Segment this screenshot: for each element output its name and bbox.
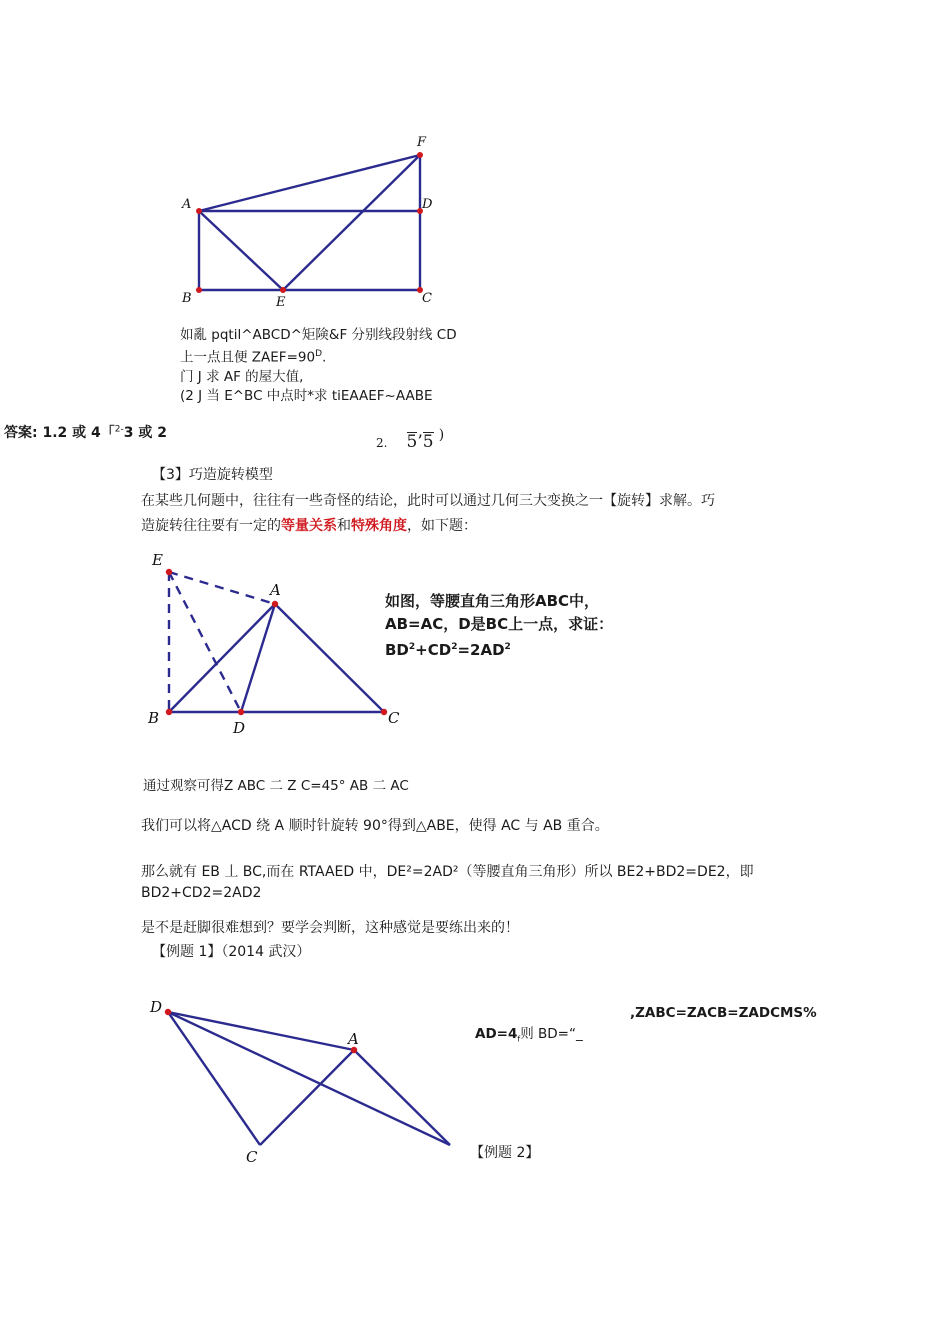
- figure-2-problem: [385, 590, 613, 662]
- answer-extra: 2. 5’5 ): [376, 427, 445, 452]
- example-1-conditions: [475, 1003, 817, 1050]
- point-f: [417, 152, 423, 158]
- answer-line: 答案: 1.2 或 4「$^{2-}$3 或 2: [4, 424, 167, 441]
- point-a: [196, 208, 202, 214]
- special-angle-highlight: 特殊角度: [351, 518, 407, 534]
- point-e: [166, 569, 172, 575]
- label-a: A: [182, 197, 192, 212]
- point-b: [166, 709, 172, 715]
- example-1-figure: [140, 990, 460, 1175]
- figure-2-rotation: [140, 545, 420, 745]
- rotate-line: 我们可以将△ACD 绕 A 顺时针旋转 90°得到△ABE，使得 AC 与 AB 重合。: [141, 818, 609, 834]
- point-d: [165, 1009, 171, 1015]
- label-d: D: [150, 998, 163, 1016]
- label-c: C: [246, 1148, 258, 1166]
- condition-line-2: $AD=4_f$则 BD=“_: [475, 1026, 583, 1044]
- section-3-heading: 【3】巧造旋转模型: [152, 467, 273, 483]
- label-f: F: [417, 135, 427, 150]
- then-line-1: 那么就有 EB 丄 BC,而在 RTAAED 中，DE²=2AD²（等腰直角三角形）所以 BE2+BD2=DE2，即: [141, 864, 754, 880]
- equal-relation-highlight: 等量关系: [281, 518, 337, 534]
- point-e: [280, 287, 286, 293]
- example-2-heading: 【例题 2】: [470, 1145, 540, 1161]
- problem-line-1: 如图，等腰直角三角形ABC中，: [385, 592, 600, 610]
- example-1-heading: 【例题 1】（2014 武汉）: [152, 944, 311, 960]
- label-a: A: [270, 581, 281, 599]
- label-c: C: [388, 709, 400, 727]
- label-e: E: [152, 551, 163, 569]
- point-b: [196, 287, 202, 293]
- condition-line-1: ,ZABC=ZACB=ZADCMS%: [630, 1005, 817, 1021]
- then-line-2: BD2+CD2=2AD2: [141, 885, 262, 901]
- para-line-2: 造旋转往往要有一定的等量关系和特殊角度，如下题：: [141, 518, 477, 534]
- label-c: C: [422, 291, 432, 306]
- observe-line: 通过观察可得Z ABC 二 Z C=45° AB 二 AC: [143, 778, 409, 794]
- figure-1-caption: [180, 326, 457, 404]
- section-3-para: [141, 489, 715, 539]
- problem-line-3: $BD^2+CD^2=2AD^2$: [385, 641, 511, 659]
- caption-line-2: 上一点且便 $ZAEF=90^D$.: [180, 349, 327, 366]
- caption-line-4: (2 J 当 E^BC 中点时*求 tiEAAEF~AABE: [180, 387, 433, 404]
- problem-line-2: AB=AC，D是BC上一点，求证：: [385, 615, 614, 633]
- label-a: A: [348, 1030, 359, 1048]
- label-d: D: [422, 197, 433, 212]
- figure-1-rectangle: [170, 128, 470, 313]
- label-b: B: [182, 291, 192, 306]
- then-paragraph: [141, 862, 754, 904]
- caption-line-1: 如亂 pqtil^ABCD^矩険&F 分别线段射线 CD: [180, 327, 457, 343]
- para-line-1: 在某些几何题中，往往有一些奇怪的结论，此时可以通过几何三大变换之一【旋转】求解。巧: [141, 493, 715, 509]
- example-1-figure-clip: [140, 990, 460, 1166]
- label-b: B: [148, 709, 160, 727]
- point-d: [238, 709, 244, 715]
- remark-line: 是不是赶脚很难想到？要学会判断，这种感觉是要练出来的！: [141, 920, 519, 936]
- label-d: D: [233, 719, 246, 737]
- caption-line-3: 门 J 求 AF 的屋大值,: [180, 368, 304, 385]
- point-a: [272, 601, 278, 607]
- label-e: E: [276, 295, 286, 310]
- point-c: [381, 709, 387, 715]
